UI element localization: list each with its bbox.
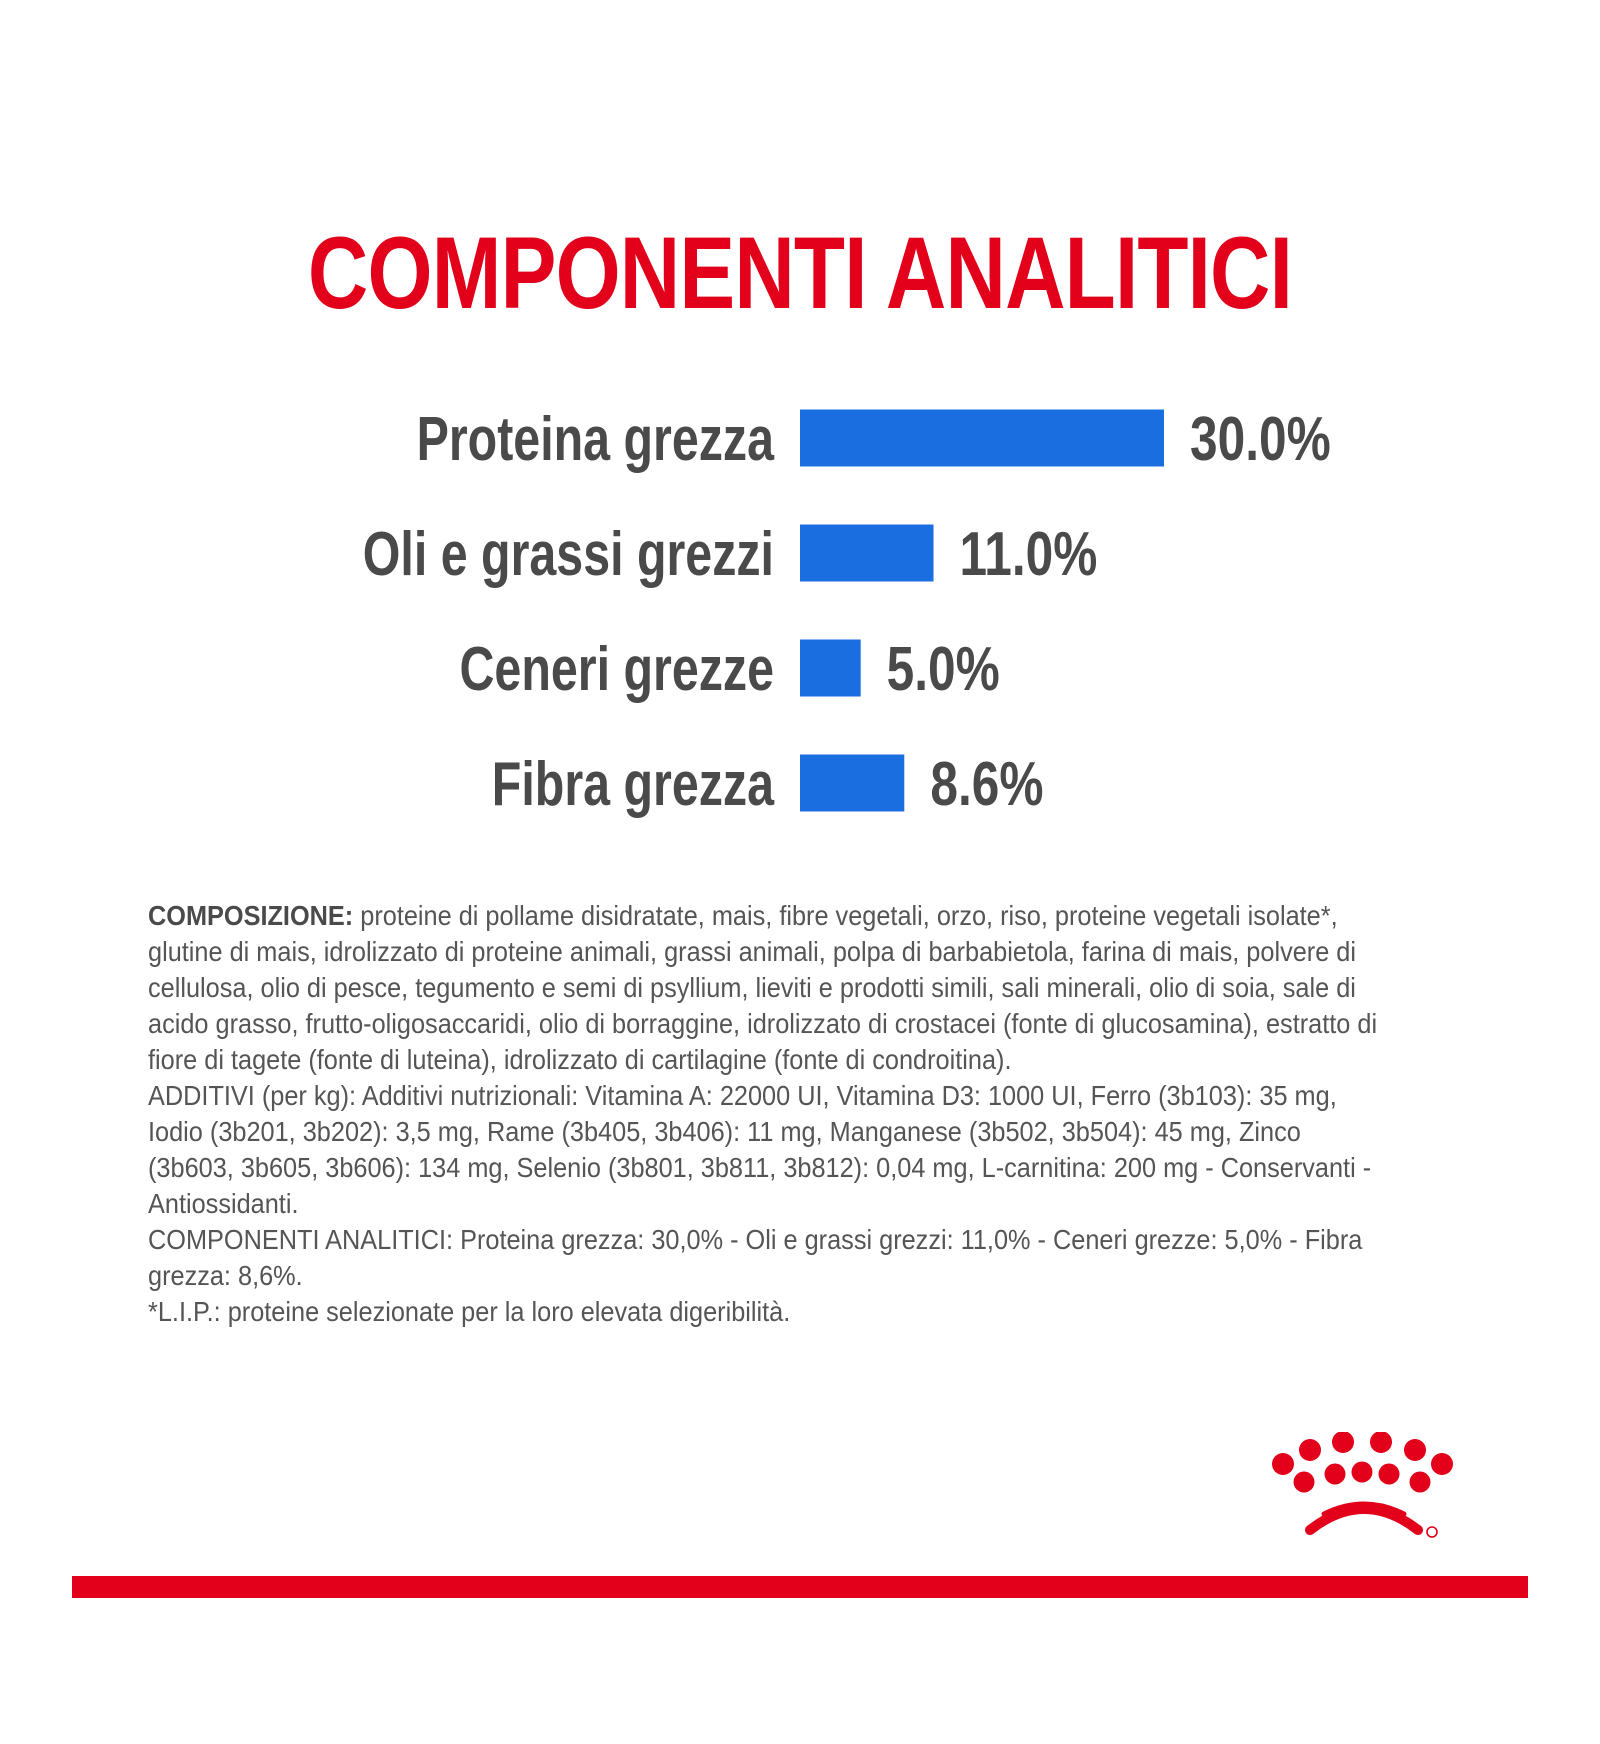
crown-logo-icon [1268, 1432, 1458, 1540]
analytical-text: COMPONENTI ANALITICI: Proteina grezza: 30,0% - Oli e grassi grezzi: 11,0% - Ceneri grezze: 5,0% - Fibra grezza: 8,6%. [148, 1224, 1363, 1291]
ingredients-text: proteine di pollame disidratate, mais, fibre vegetali, orzo, riso, proteine vegetali isolate*, glutine di mais, idrolizzato di proteine animali, grassi animali, polpa di barbabietola, farina di mais, polvere di cellulosa, olio di pesce, tegumento e semi di psyllium, lieviti e prodotti simili, sali minerali, olio di soia, sale di acido grasso, frutto-oligosaccaridi, olio di borraggine, idrolizzato di crostacei (fonte di glucosamina), estratto di fiore di tagete (fonte di luteina), idrolizzato di cartilagine (fonte di condroitina). [148, 900, 1378, 1075]
page-title: COMPONENTI ANALITICI [307, 216, 1293, 330]
composition-block [148, 898, 1381, 1330]
category-label: Ceneri grezze [459, 635, 774, 704]
ingredients-paragraph [148, 898, 1381, 1078]
category-label: Proteina grezza [416, 405, 775, 474]
value-label: 30.0% [1190, 405, 1331, 474]
footnote-text: *L.I.P.: proteine selezionate per la loro elevata digeribilità. [148, 1296, 791, 1327]
category-label: Fibra grezza [491, 750, 775, 819]
bar [800, 755, 904, 812]
bar-chart [0, 380, 1600, 840]
value-label: 8.6% [930, 750, 1044, 819]
value-label: 5.0% [886, 635, 1000, 704]
value-label: 11.0% [959, 520, 1098, 589]
bottom-rule [72, 1576, 1528, 1598]
bar [800, 525, 934, 582]
composition-heading: COMPOSIZIONE: [148, 900, 354, 931]
additives-text: ADDITIVI (per kg): Additivi nutrizionali: Vitamina A: 22000 UI, Vitamina D3: 1000 UI, Ferro (3b103): 35 mg, Iodio (3b201, 3b202): 3,5 mg, Rame (3b405, 3b406): 11 mg, Manganese (3b502, 3b504): 45 mg, Zinco (3b603, 3b605, 3b606): 134 mg, Selenio (3b801, 3b811, 3b812): 0,04 mg, L-carnitina: 200 mg - Conservanti - Antiossidanti. [148, 1080, 1372, 1219]
bar [800, 640, 861, 697]
category-label: Oli e grassi grezzi [362, 520, 775, 589]
bar [800, 410, 1164, 467]
